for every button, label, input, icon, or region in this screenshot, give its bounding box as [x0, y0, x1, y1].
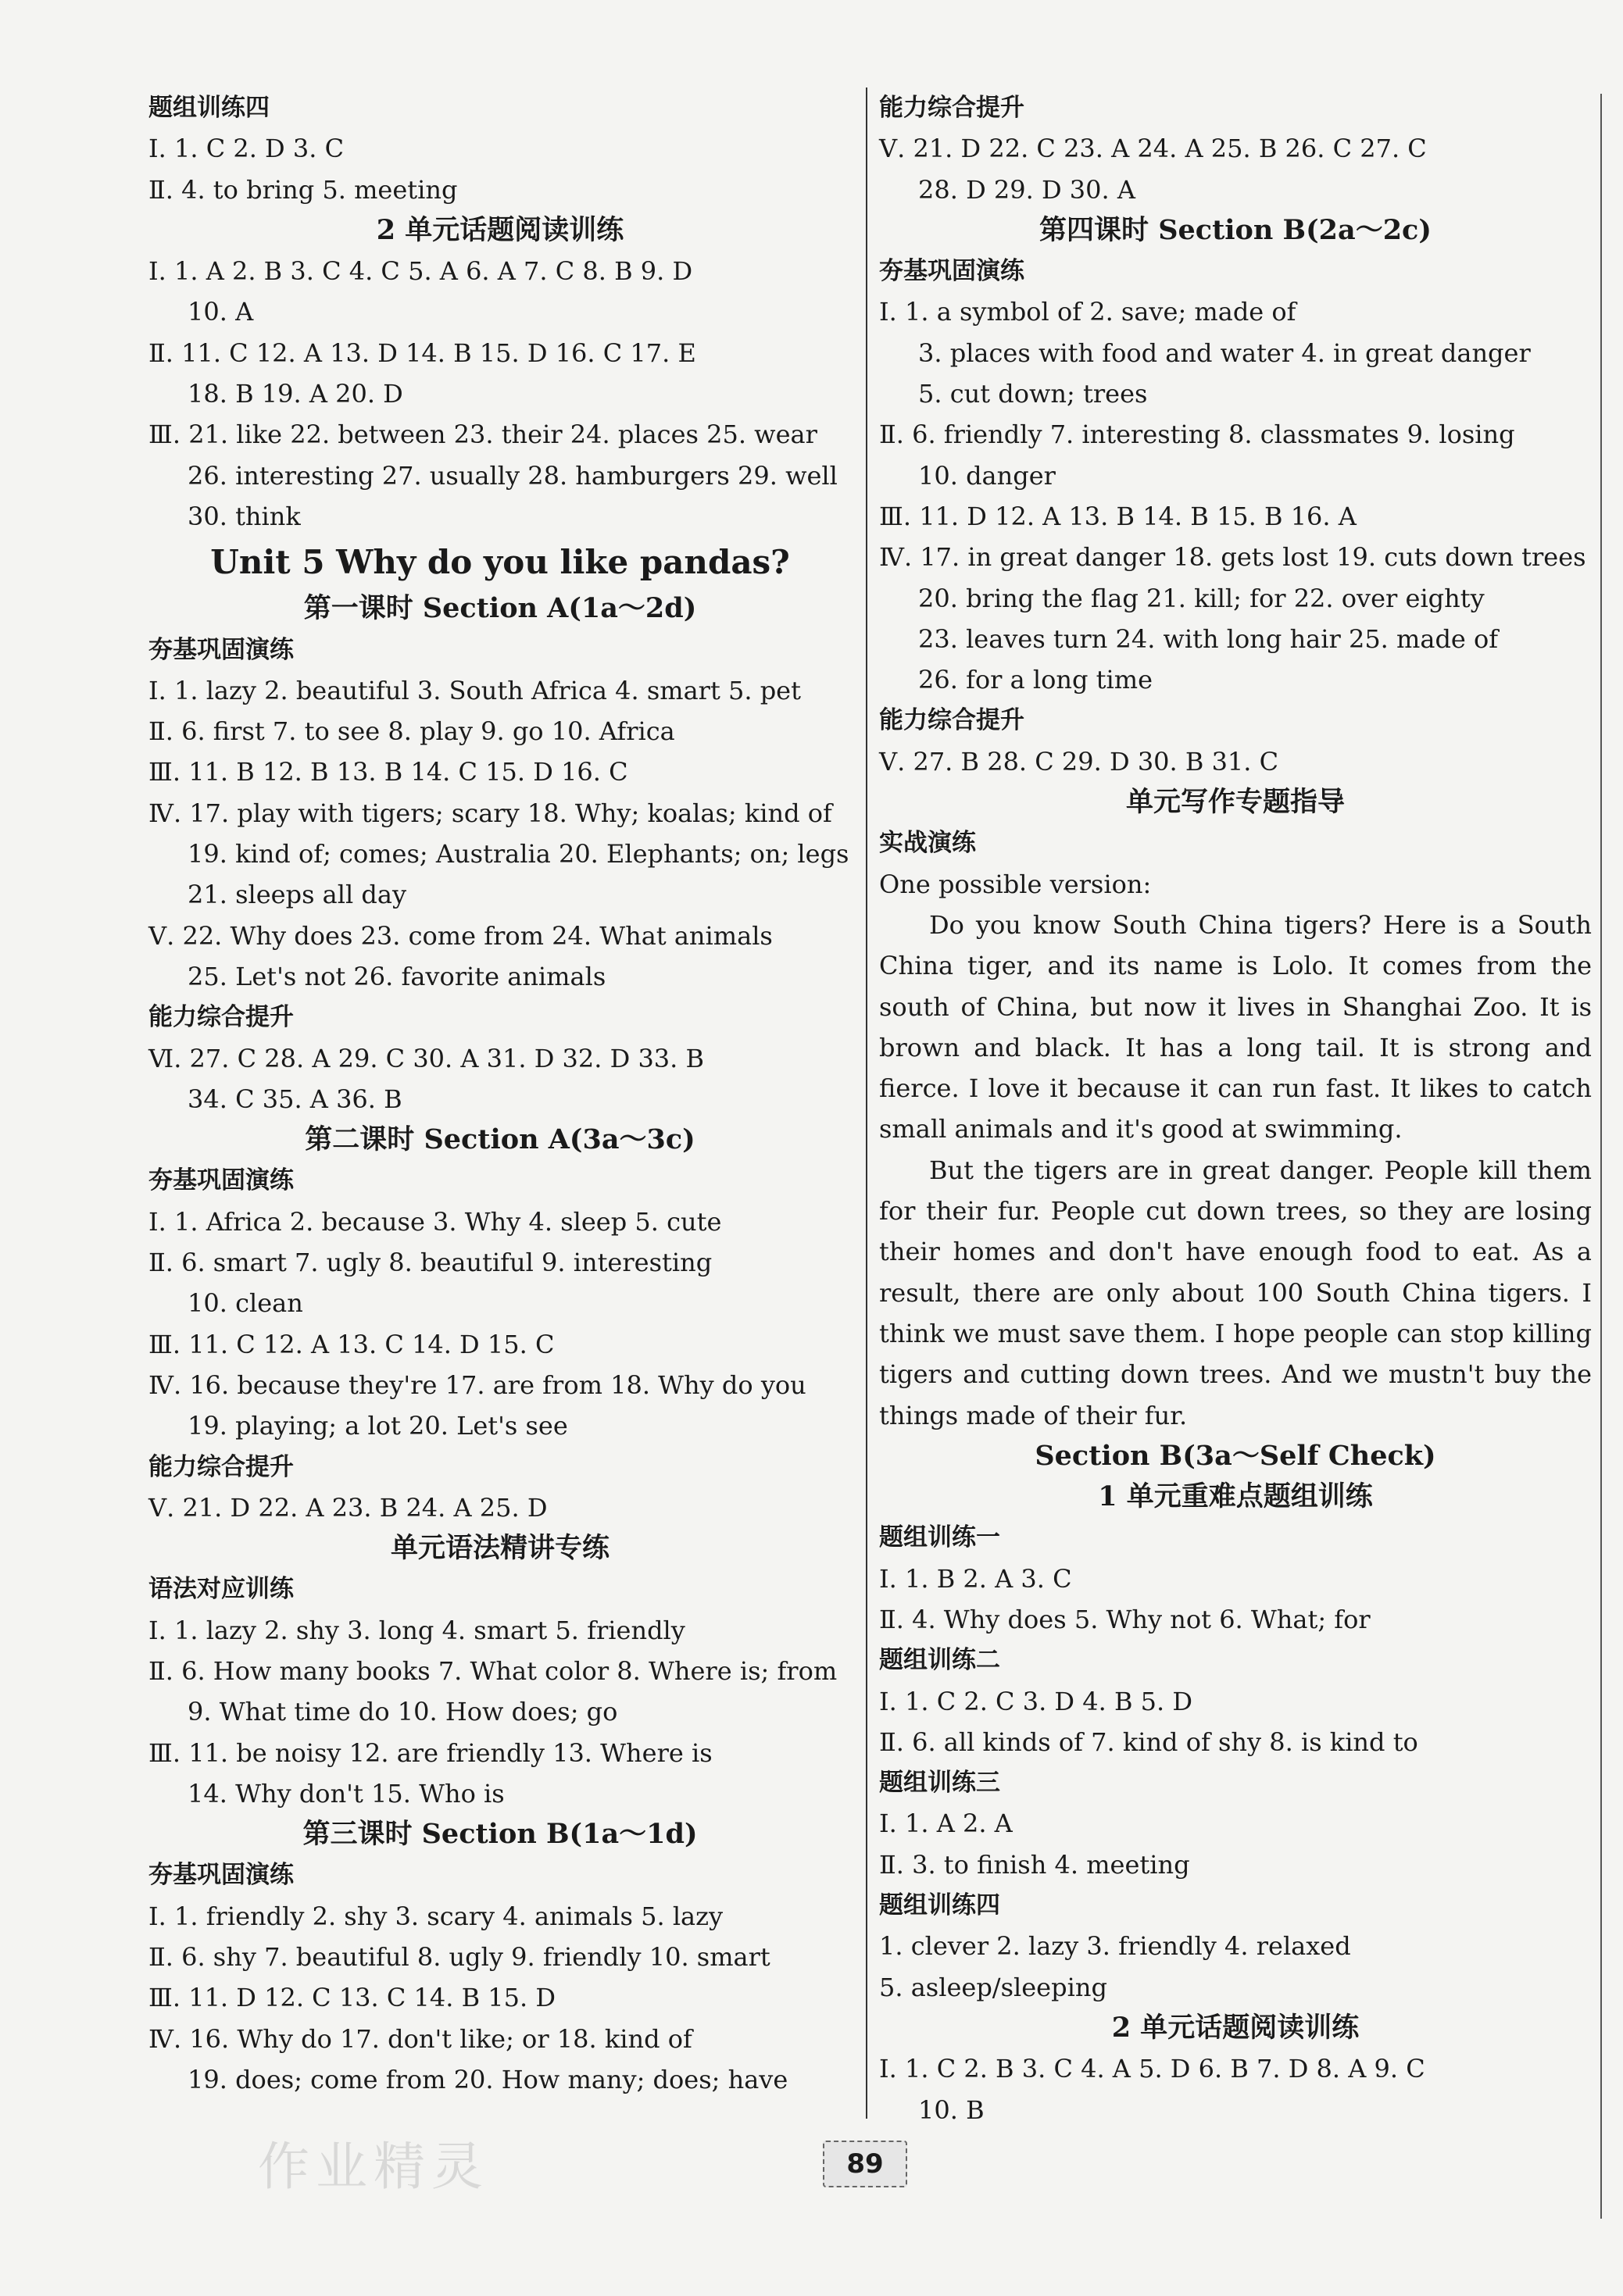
left-answer-line: 9. What time do 10. How does; go [188, 1697, 618, 1727]
left-answer-line: 19. playing; a lot 20. Let's see [188, 1411, 568, 1441]
left-answer-line: Ⅱ. 6. shy 7. beautiful 8. ugly 9. friendly 10. smart [148, 1942, 770, 1973]
left-answer-line: Ⅰ. 1. lazy 2. beautiful 3. South Africa 4. smart 5. pet [148, 675, 801, 705]
right-answer-line: Ⅳ. 17. in great danger 18. gets lost 19. cuts down trees [879, 542, 1586, 573]
right-answer-line: 26. for a long time [918, 665, 1153, 695]
left-answer-line: 18. B 19. A 20. D [188, 379, 403, 409]
left-answer-line: 30. think [188, 501, 301, 531]
left-section-label: 夯基巩固演练 [148, 1166, 294, 1195]
left-answer-line: Ⅰ. 1. lazy 2. shy 3. long 4. smart 5. friendly [148, 1615, 685, 1645]
left-answer-line: 26. interesting 27. usually 28. hamburgers 29. well [188, 460, 838, 491]
left-answer-line: Ⅴ. 21. D 22. A 23. B 24. A 25. D [148, 1492, 548, 1523]
left-heading: 单元语法精讲专练 [390, 1532, 610, 1565]
left-answer-line: 25. Let's not 26. favorite animals [188, 961, 606, 991]
column-divider [866, 87, 867, 2119]
left-answer-line: Ⅲ. 11. be noisy 12. are friendly 13. Where is [148, 1737, 713, 1768]
right-answer-line: Ⅴ. 27. B 28. C 29. D 30. B 31. C [879, 746, 1279, 777]
right-answer-line: Ⅱ. 6. friendly 7. interesting 8. classmates 9. losing [879, 420, 1515, 450]
right-answer-line: Ⅱ. 3. to finish 4. meeting [879, 1849, 1190, 1880]
right-heading: 2 单元话题阅读训练 [1111, 2011, 1360, 2044]
left-answer-line: Ⅰ. 1. C 2. D 3. C [148, 134, 345, 164]
right-section-label: 题组训练三 [879, 1769, 1000, 1798]
left-answer-line: Ⅲ. 11. C 12. A 13. C 14. D 15. C [148, 1329, 555, 1359]
left-answer-line: Ⅱ. 11. C 12. A 13. D 14. B 15. D 16. C 17. E [148, 337, 696, 368]
left-section-label: 题组训练四 [148, 94, 270, 122]
right-answer-line: 5. asleep/sleeping [879, 1972, 1107, 2002]
right-answer-line: Ⅰ. 1. C 2. C 3. D 4. B 5. D [879, 1686, 1192, 1716]
left-heading: 2 单元话题阅读训练 [376, 213, 624, 246]
page-number: 89 [823, 2141, 907, 2187]
right-heading: 单元写作专题指导 [1125, 786, 1345, 819]
right-answer-line: One possible version: [879, 869, 1152, 899]
right-answer-line: Ⅲ. 11. D 12. A 13. B 14. B 15. B 16. A [879, 501, 1357, 531]
left-answer-line: Ⅲ. 21. like 22. between 23. their 24. places 25. wear [148, 420, 817, 450]
left-answer-line: Ⅱ. 6. first 7. to see 8. play 9. go 10. Africa [148, 716, 675, 747]
left-answer-line: Ⅰ. 1. friendly 2. shy 3. scary 4. animals 5. lazy [148, 1901, 724, 1931]
left-answer-line: 10. clean [188, 1288, 303, 1319]
left-answer-line: Ⅱ. 6. smart 7. ugly 8. beautiful 9. interesting [148, 1248, 713, 1278]
right-paragraph: Do you know South China tigers? Here is a South China tiger, and its name is Lolo. It comes from the south of China, but now it lives in Shanghai Zoo. It is brown and black. It has a long tail. It is strong and fierce. I love it because it can run fast. It likes to catch small animals and it's good at swimming. [879, 909, 1592, 1144]
right-column [879, 87, 1592, 2130]
left-answer-line: 21. sleeps all day [188, 880, 407, 910]
left-answer-line: 14. Why don't 15. Who is [188, 1778, 505, 1809]
left-answer-line: Ⅳ. 16. Why do 17. don't like; or 18. kind of [148, 2023, 692, 2054]
left-answer-line: 34. C 35. A 36. B [188, 1084, 402, 1114]
left-section-label: 能力综合提升 [148, 1003, 294, 1032]
right-heading: Section B(3a～Self Check) [1035, 1439, 1436, 1472]
right-heading: 1 单元重难点题组训练 [1098, 1480, 1373, 1513]
right-answer-line: 3. places with food and water 4. in great danger [918, 337, 1531, 368]
right-answer-line: 23. leaves turn 24. with long hair 25. made of [918, 623, 1499, 654]
right-section-label: 能力综合提升 [879, 706, 1024, 735]
left-answer-line: Ⅳ. 17. play with tigers; scary 18. Why; koalas; kind of [148, 798, 832, 828]
right-answer-line: 10. danger [918, 460, 1056, 491]
left-section-label: 语法对应训练 [148, 1575, 294, 1604]
right-heading: 第四课时 Section B(2a～2c) [1039, 213, 1432, 246]
right-answer-line: Ⅴ. 21. D 22. C 23. A 24. A 25. B 26. C 27. C [879, 134, 1427, 164]
left-answer-line: 10. A [188, 297, 254, 327]
page-edge-rule [1600, 94, 1602, 2219]
left-answer-line: Ⅱ. 4. to bring 5. meeting [148, 174, 458, 205]
right-answer-line: Ⅰ. 1. A 2. A [879, 1809, 1013, 1839]
left-section-label: 夯基巩固演练 [148, 1861, 294, 1890]
right-answer-line: 1. clever 2. lazy 3. friendly 4. relaxed [879, 1931, 1351, 1962]
right-answer-line: Ⅰ. 1. a symbol of 2. save; made of [879, 297, 1296, 327]
right-section-label: 题组训练四 [879, 1891, 1000, 1920]
left-answer-line: Ⅴ. 22. Why does 23. come from 24. What animals [148, 920, 773, 951]
right-answer-line: Ⅱ. 6. all kinds of 7. kind of shy 8. is kind to [879, 1726, 1418, 1757]
right-answer-line: 20. bring the flag 21. kill; for 22. over eighty [918, 583, 1485, 613]
right-answer-line: 10. B [918, 2094, 985, 2125]
left-answer-line: Ⅱ. 6. How many books 7. What color 8. Where is; from [148, 1655, 838, 1686]
left-answer-line: Ⅰ. 1. A 2. B 3. C 4. C 5. A 6. A 7. C 8. B 9. D [148, 256, 693, 287]
left-answer-line: Ⅳ. 16. because they're 17. are from 18. Why do you [148, 1369, 806, 1400]
right-paragraph: But the tigers are in great danger. People kill them for their fur. People cut down trees, so they are losing their homes and don't have enough food to eat. As a result, there are only about 100 South China tigers. I think we must save them. I hope people can stop killing tigers and cutting down trees. And we mustn't buy the things made of their fur. [879, 1155, 1592, 1430]
left-answer-line: Ⅲ. 11. D 12. C 13. C 14. B 15. D [148, 1983, 556, 2013]
left-heading: 第二课时 Section A(3a～3c) [305, 1123, 695, 1156]
right-answer-line: Ⅱ. 4. Why does 5. Why not 6. What; for [879, 1604, 1371, 1634]
left-heading: 第一课时 Section A(1a～2d) [303, 592, 697, 625]
left-answer-line: 19. does; come from 20. How many; does; have [188, 2064, 788, 2094]
left-heading: Unit 5 Why do you like pandas? [210, 543, 790, 582]
left-answer-line: Ⅵ. 27. C 28. A 29. C 30. A 31. D 32. D 33. B [148, 1043, 705, 1073]
right-answer-line: Ⅰ. 1. C 2. B 3. C 4. A 5. D 6. B 7. D 8. A 9. C [879, 2054, 1425, 2084]
left-answer-line: 19. kind of; comes; Australia 20. Elephants; on; legs [188, 839, 849, 869]
left-section-label: 能力综合提升 [148, 1452, 294, 1481]
right-answer-line: 28. D 29. D 30. A [918, 174, 1135, 205]
right-section-label: 题组训练一 [879, 1523, 1000, 1552]
right-section-label: 实战演练 [879, 829, 976, 858]
left-answer-line: Ⅲ. 11. B 12. B 13. B 14. C 15. D 16. C [148, 757, 628, 787]
left-column [148, 87, 852, 2100]
right-section-label: 能力综合提升 [879, 94, 1024, 122]
right-answer-line: Ⅰ. 1. B 2. A 3. C [879, 1563, 1072, 1594]
left-section-label: 夯基巩固演练 [148, 635, 294, 664]
right-section-label: 题组训练二 [879, 1646, 1000, 1675]
left-answer-line: Ⅰ. 1. Africa 2. because 3. Why 4. sleep 5. cute [148, 1206, 722, 1237]
left-heading: 第三课时 Section B(1a～1d) [302, 1818, 698, 1851]
watermark-stamp: 作业精灵 [258, 2137, 489, 2197]
right-section-label: 夯基巩固演练 [879, 257, 1024, 286]
right-answer-line: 5. cut down; trees [918, 379, 1148, 409]
